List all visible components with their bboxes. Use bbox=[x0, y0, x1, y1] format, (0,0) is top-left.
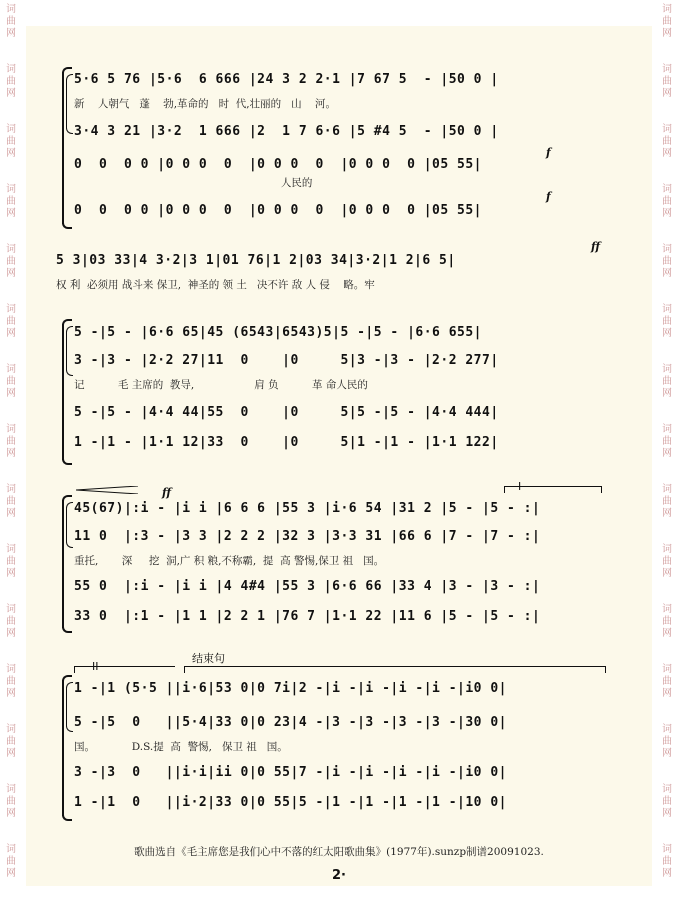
volta-bracket-2 bbox=[74, 666, 175, 673]
lyric-line: 重托, 深 挖 洞,广 积 粮,不称霸, 提 高 警惕,保卫 祖 国。 bbox=[74, 555, 385, 567]
lyric-line: 新 人朝气 蓬 勃,革命的 时 代,壮丽的 山 河。 bbox=[74, 98, 336, 110]
lyric-line: 国。 D.S.提 高 警惕, 保卫 祖 国。 bbox=[74, 741, 288, 753]
source-caption: 歌曲选自《毛主席您是我们心中不落的红太阳歌曲集》(1977年).sunzp制谱20091023. bbox=[134, 846, 544, 858]
soprano-line: 45(67)|:i - |i i |6 6 6 |55 3 |i·6 54 |31 2 |5 - |5 - :| bbox=[74, 501, 541, 516]
soprano-line: 1 -|1 (5·5 ||i·6|53 0|0 7i|2 -|i -|i -|i -|i -|i0 0| bbox=[74, 681, 507, 696]
watermark-mark: 词 曲 网 bbox=[6, 304, 16, 339]
watermark-mark: 词 曲 网 bbox=[662, 64, 672, 99]
alto-line: 3·4 3 21 |3·2 1 666 |2 1 7 6·6 |5 #4 5 - |50 0 | bbox=[74, 124, 499, 139]
tenor-line: 5 -|5 - |4·4 44|55 0 |0 5|5 -|5 - |4·4 444| bbox=[74, 405, 499, 420]
watermark-mark: 词 曲 网 bbox=[662, 724, 672, 759]
watermark-mark: 词 曲 网 bbox=[662, 424, 672, 459]
watermark-mark: 词 曲 网 bbox=[6, 844, 16, 879]
soprano-line: 5 -|5 - |6·6 65|45 (6543|6543)5|5 -|5 - |6·6 655| bbox=[74, 325, 483, 340]
watermark-mark: 词 曲 网 bbox=[6, 64, 16, 99]
volta-label-1: I bbox=[518, 480, 522, 493]
watermark-mark: 词 曲 网 bbox=[6, 364, 16, 399]
watermark-mark: 词 曲 网 bbox=[662, 484, 672, 519]
watermark-mark: 词 曲 网 bbox=[6, 484, 16, 519]
watermark-mark: 词 曲 网 bbox=[662, 184, 672, 219]
watermark-mark: 词 曲 网 bbox=[6, 544, 16, 579]
tenor-line: 55 0 |:i - |i i |4 4#4 |55 3 |6·6 66 |33 4 |3 - |3 - :| bbox=[74, 579, 541, 594]
watermark-mark: 词 曲 网 bbox=[662, 364, 672, 399]
volta-label-2: II bbox=[92, 660, 99, 673]
bass-line: 1 -|1 - |1·1 12|33 0 |0 5|1 -|1 - |1·1 122| bbox=[74, 435, 499, 450]
watermark-mark: 词 曲 网 bbox=[662, 844, 672, 879]
dynamic-mark: ff bbox=[162, 486, 172, 499]
melody-line: 5 3|03 33|4 3·2|3 1|01 76|1 2|03 34|3·2|1 2|6 5| bbox=[56, 253, 456, 268]
lyric-line: 人民的 bbox=[74, 177, 313, 189]
alto-line: 5 -|5 0 ||5·4|33 0|0 23|4 -|3 -|3 -|3 -|3 -|30 0| bbox=[74, 715, 507, 730]
watermark-mark: 词 曲 网 bbox=[6, 424, 16, 459]
score-system-2 bbox=[26, 240, 652, 306]
right-margin-watermark bbox=[656, 0, 678, 912]
watermark-mark: 词 曲 网 bbox=[6, 124, 16, 159]
watermark-mark: 词 曲 网 bbox=[662, 244, 672, 279]
soprano-line: 5·6 5 76 |5·6 6 666 |24 3 2 2·1 |7 67 5 - |50 0 | bbox=[74, 72, 499, 87]
bass-line: 1 -|1 0 ||i·2|33 0|0 55|5 -|1 -|1 -|1 -|1 -|10 0| bbox=[74, 795, 507, 810]
watermark-mark: 词 曲 网 bbox=[6, 244, 16, 279]
score-system-5 bbox=[26, 652, 652, 822]
dynamic-mark: f bbox=[546, 146, 551, 159]
bass-line: 0 0 0 0 |0 0 0 0 |0 0 0 0 |0 0 0 0 |05 55| bbox=[74, 203, 483, 218]
lyric-line: 权 利 必须用 战斗来 保卫, 神圣的 领 土 决不许 敌 人 侵 略。牢 bbox=[56, 279, 375, 291]
score-system-4 bbox=[26, 480, 652, 636]
watermark-mark: 词 曲 网 bbox=[662, 784, 672, 819]
watermark-mark: 词 曲 网 bbox=[662, 4, 672, 39]
score-system-3 bbox=[26, 318, 652, 468]
coda-label: 结束句 bbox=[192, 652, 225, 665]
watermark-mark: 词 曲 网 bbox=[662, 124, 672, 159]
watermark-mark: 词 曲 网 bbox=[6, 784, 16, 819]
watermark-mark: 词 曲 网 bbox=[662, 544, 672, 579]
dynamic-mark: ff bbox=[591, 240, 601, 253]
coda-bracket bbox=[184, 666, 606, 673]
watermark-mark: 词 曲 网 bbox=[662, 664, 672, 699]
lyric-line: 记 毛 主席的 教导, 肩 负 革 命人民的 bbox=[74, 379, 368, 391]
page-number: 2· bbox=[332, 868, 346, 883]
alto-line: 11 0 |:3 - |3 3 |2 2 2 |32 3 |3·3 31 |66 6 |7 - |7 - :| bbox=[74, 529, 541, 544]
watermark-mark: 词 曲 网 bbox=[662, 304, 672, 339]
left-margin-watermark bbox=[0, 0, 22, 912]
tenor-line: 3 -|3 0 ||i·i|ii 0|0 55|7 -|i -|i -|i -|i -|i0 0| bbox=[74, 765, 507, 780]
crescendo-hairpin bbox=[76, 486, 138, 494]
score-system-1 bbox=[26, 64, 652, 234]
dynamic-mark: f bbox=[546, 190, 551, 203]
watermark-mark: 词 曲 网 bbox=[6, 604, 16, 639]
bass-line: 33 0 |:1 - |1 1 |2 2 1 |76 7 |1·1 22 |11 6 |5 - |5 - :| bbox=[74, 609, 541, 624]
watermark-mark: 词 曲 网 bbox=[6, 664, 16, 699]
alto-line: 3 -|3 - |2·2 27|11 0 |0 5|3 -|3 - |2·2 277| bbox=[74, 353, 499, 368]
watermark-mark: 词 曲 网 bbox=[6, 4, 16, 39]
watermark-mark: 词 曲 网 bbox=[662, 604, 672, 639]
watermark-mark: 词 曲 网 bbox=[6, 724, 16, 759]
tenor-line: 0 0 0 0 |0 0 0 0 |0 0 0 0 |0 0 0 0 |05 55| bbox=[74, 157, 483, 172]
watermark-mark: 词 曲 网 bbox=[6, 184, 16, 219]
score-page bbox=[26, 26, 652, 886]
